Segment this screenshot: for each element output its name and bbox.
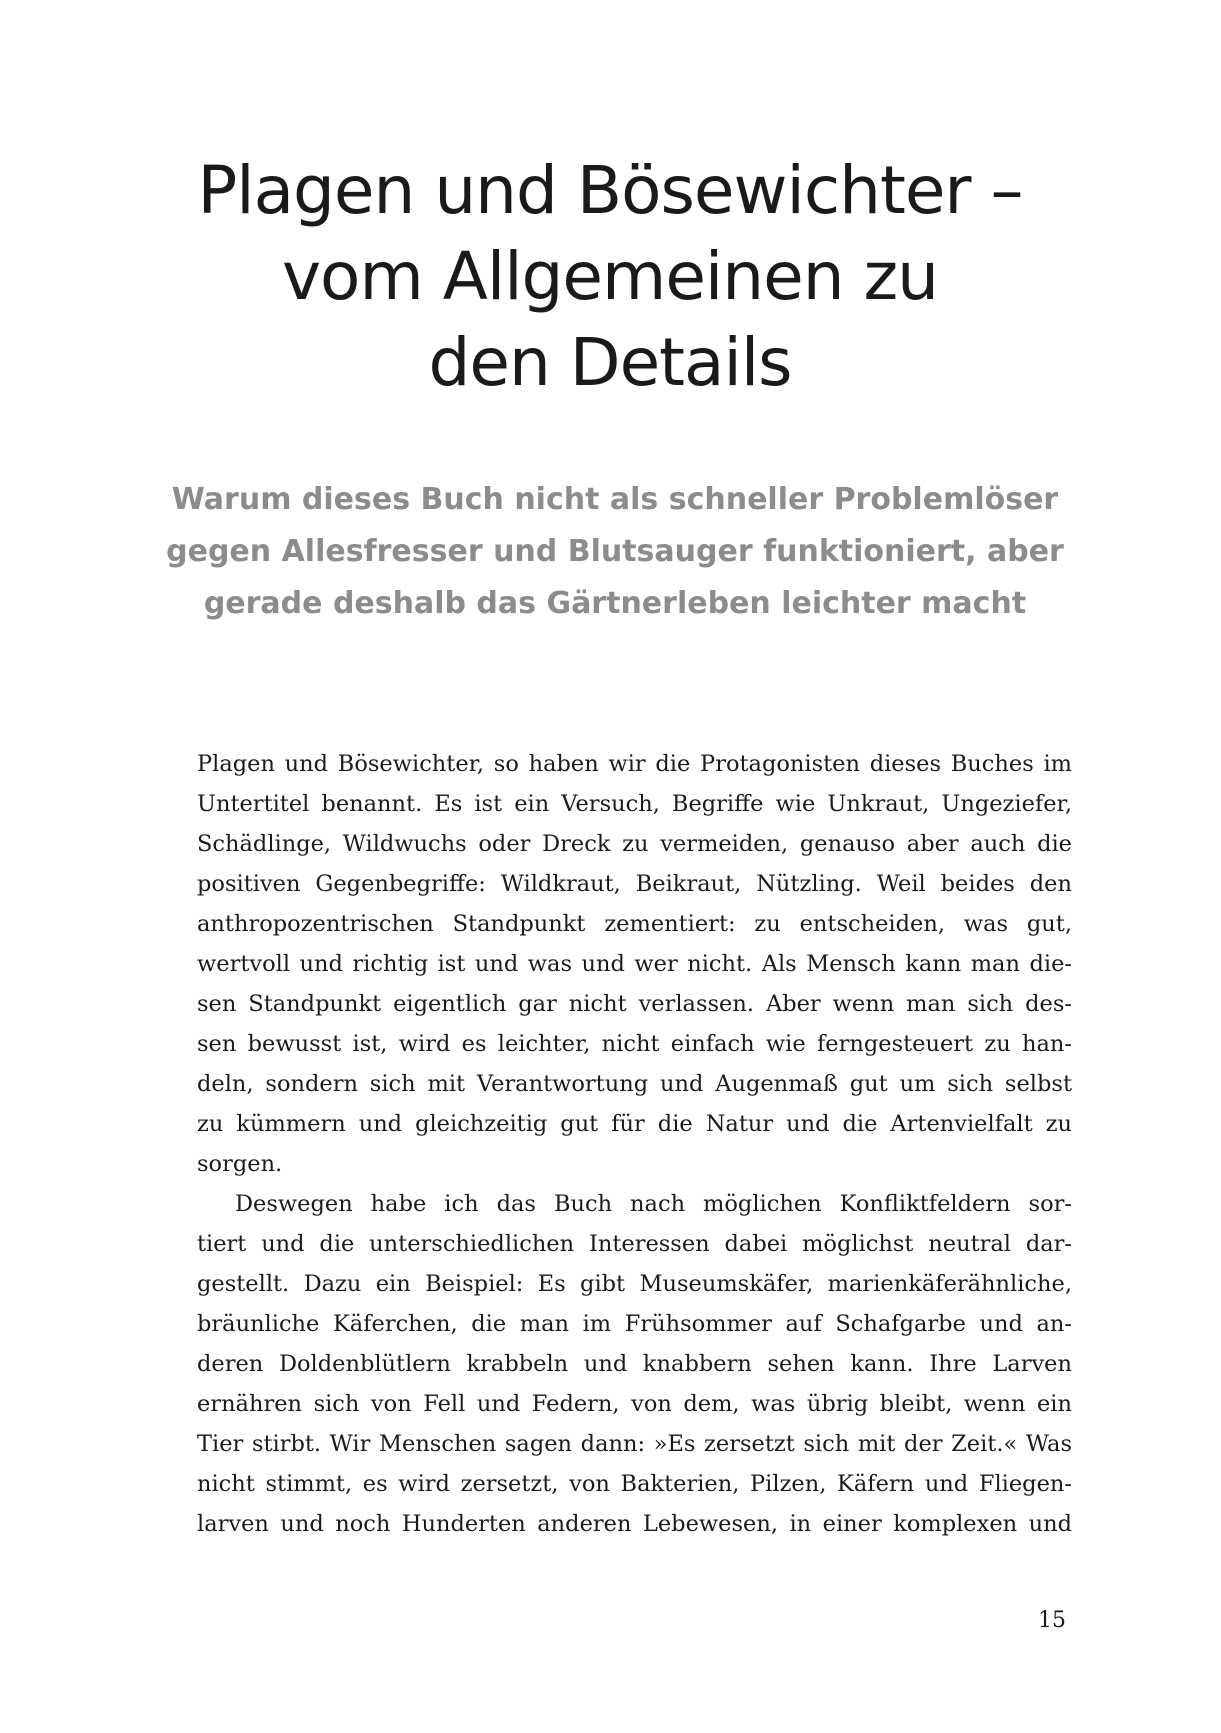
- chapter-subtitle-line: Warum dieses Buch nicht als schneller Problemlöser: [171, 482, 1059, 517]
- text-line: tiert und die unterschiedlichen Interessen dabei möglichst neutral dar-: [197, 1231, 1072, 1257]
- text-line: Plagen und Bösewichter, so haben wir die Protagonisten dieses Buches im: [197, 751, 1072, 777]
- text-line: ernähren sich von Fell und Federn, von dem, was übrig bleibt, wenn ein: [197, 1391, 1072, 1417]
- text-line: sorgen.: [197, 1151, 283, 1177]
- text-line: Deswegen habe ich das Buch nach möglichen Konfliktfeldern sor-: [235, 1191, 1072, 1217]
- chapter-title-line: vom Allgemeinen zu: [282, 238, 938, 315]
- paragraph-2: [197, 1184, 1072, 1544]
- text-line: deln, sondern sich mit Verantwortung und Augenmaß gut um sich selbst: [197, 1071, 1072, 1097]
- text-line: deren Doldenblütlern krabbeln und knabbern sehen kann. Ihre Larven: [197, 1351, 1072, 1377]
- chapter-title: [140, 148, 1080, 406]
- text-line: zu kümmern und gleichzeitig gut für die Natur und die Artenvielfalt zu: [197, 1111, 1072, 1137]
- text-line: positiven Gegenbegriffe: Wildkraut, Beikraut, Nützling. Weil beides den: [197, 871, 1072, 897]
- text-line: Tier stirbt. Wir Menschen sagen dann: »Es zersetzt sich mit der Zeit.« Was: [197, 1431, 1072, 1457]
- chapter-subtitle-line: gerade deshalb das Gärtnerleben leichter macht: [203, 586, 1027, 621]
- chapter-subtitle: [160, 474, 1070, 630]
- chapter-title-line: den Details: [428, 324, 792, 401]
- text-line: Schädlinge, Wildwuchs oder Dreck zu vermeiden, genauso aber auch die: [197, 831, 1072, 857]
- text-line: Untertitel benannt. Es ist ein Versuch, Begriffe wie Unkraut, Ungeziefer,: [197, 791, 1072, 817]
- body-text: [197, 744, 1072, 1544]
- paragraph-1: [197, 744, 1072, 1184]
- chapter-title-line: Plagen und Bösewichter –: [197, 152, 1023, 229]
- text-line: nicht stimmt, es wird zersetzt, von Bakterien, Pilzen, Käfern und Fliegen-: [197, 1471, 1072, 1497]
- text-line: gestellt. Dazu ein Beispiel: Es gibt Museumskäfer, marienkäferähnliche,: [197, 1271, 1072, 1297]
- text-line: sen bewusst ist, wird es leichter, nicht einfach wie ferngesteuert zu han-: [197, 1031, 1072, 1057]
- chapter-subtitle-line: gegen Allesfresser und Blutsauger funktioniert, aber: [166, 534, 1064, 569]
- text-line: wertvoll und richtig ist und was und wer nicht. Als Mensch kann man die-: [197, 951, 1072, 977]
- text-line: anthropozentrischen Standpunkt zementiert: zu entscheiden, was gut,: [197, 911, 1072, 937]
- page-number: 15: [1038, 1608, 1066, 1633]
- text-line: bräunliche Käferchen, die man im Frühsommer auf Schafgarbe und an-: [197, 1311, 1072, 1337]
- text-line: larven und noch Hunderten anderen Lebewesen, in einer komplexen und: [197, 1511, 1072, 1537]
- text-line: sen Standpunkt eigentlich gar nicht verlassen. Aber wenn man sich des-: [197, 991, 1072, 1017]
